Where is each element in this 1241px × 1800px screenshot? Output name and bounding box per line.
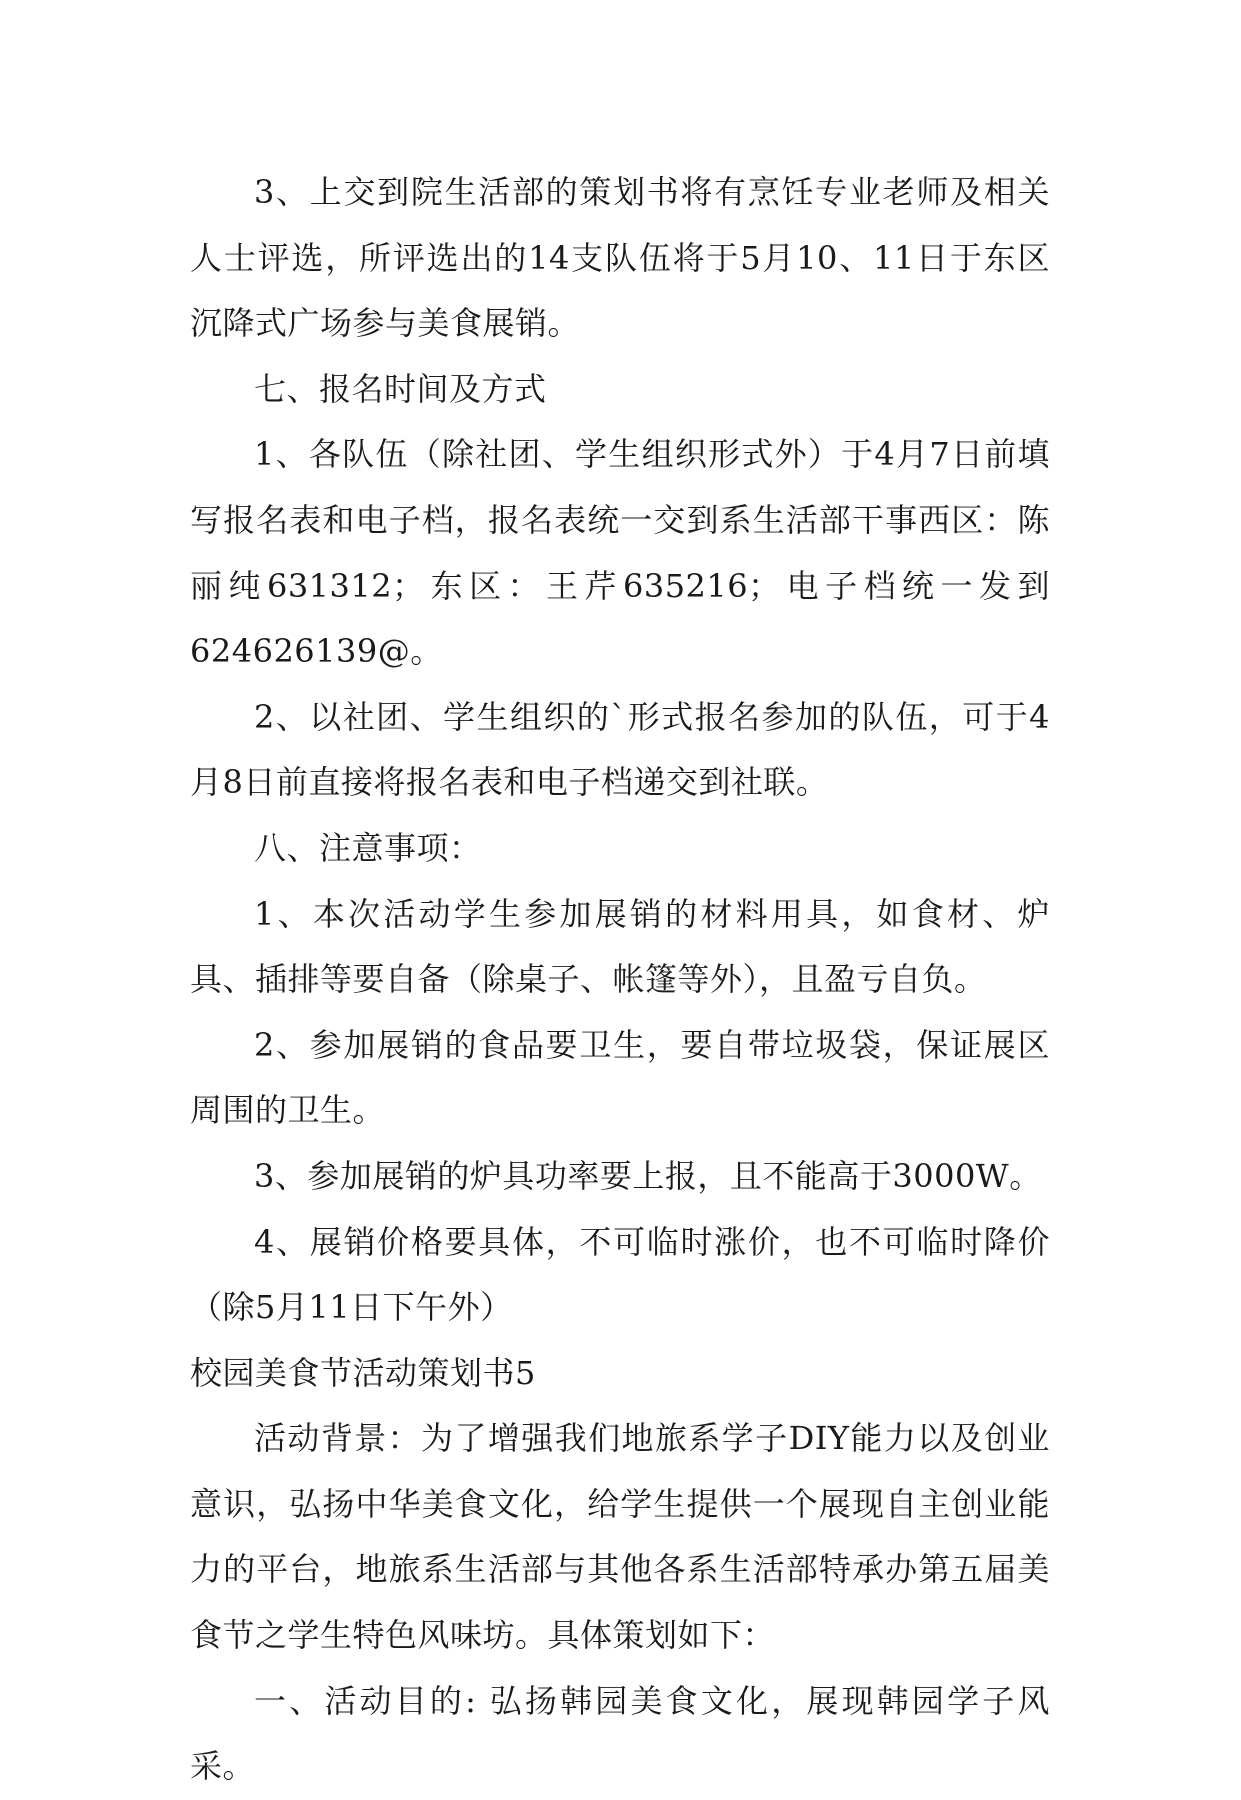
paragraph-registration-clubs: 2、以社团、学生组织的`形式报名参加的队伍，可于4月8日前直接将报名表和电子档递交到社联。 [190, 697, 1050, 802]
paragraph-note-power: 3、参加展销的炉具功率要上报，且不能高于3000W。 [254, 1156, 1042, 1195]
document-title: 校园美食节活动策划书5 [190, 1353, 536, 1392]
document-body [190, 160, 1050, 1800]
paragraph-registration-teams: 1、各队伍（除社团、学生组织形式外）于4月7日前填写报名表和电子档，报名表统一交到系生活部干事西区：陈丽纯631312；东区：王芹635216；电子档统一发到624626139@。 [190, 435, 1050, 671]
paragraph-note-hygiene: 2、参加展销的食品要卫生，要自带垃圾袋，保证展区周围的卫生。 [190, 1025, 1050, 1130]
paragraph-background: 活动背景：为了增强我们地旅系学子DIY能力以及创业意识，弘扬中华美食文化，给学生提供一个展现自主创业能力的平台，地旅系生活部与其他各系生活部特承办第五届美食节之学生特色风味坊。具体策划如下： [190, 1419, 1050, 1655]
section-heading-registration: 七、报名时间及方式 [254, 369, 547, 408]
paragraph-purpose: 一、活动目的: 弘扬韩园美食文化，展现韩园学子风采。 [190, 1681, 1050, 1786]
paragraph-note-pricing: 4、展销价格要具体，不可临时涨价，也不可临时降价（除5月11日下午外） [190, 1222, 1050, 1327]
paragraph-submission-review: 3、上交到院生活部的策划书将有烹饪专业老师及相关人士评选，所评选出的14支队伍将于5月10、11日于东区沉降式广场参与美食展销。 [190, 173, 1050, 343]
section-heading-notes: 八、注意事项： [254, 828, 482, 867]
paragraph-note-materials: 1、本次活动学生参加展销的材料用具，如食材、炉具、插排等要自备（除桌子、帐篷等外），且盈亏自负。 [190, 894, 1050, 999]
